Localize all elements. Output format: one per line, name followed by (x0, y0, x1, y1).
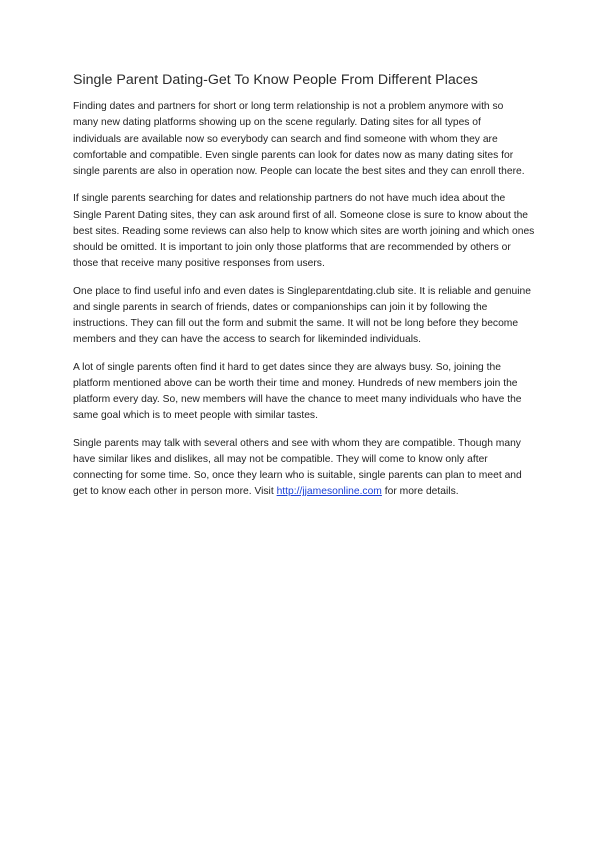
paragraph-5 (73, 436, 533, 501)
text-line: those that receive many positive responses from users. (73, 258, 325, 270)
text-line-with-link (73, 484, 533, 500)
document-body (73, 99, 533, 512)
text-line: have similar likes and dislikes, all may not be compatible. They will come to know only after (73, 453, 488, 465)
text-line: One place to find useful info and even dates is Singleparentdating.club site. It is reliable and genuine (73, 285, 531, 297)
text-line: single parents are also in operation now. People can locate the best sites and they can enroll there. (73, 166, 525, 178)
text-line: same goal which is to meet people with similar tastes. (73, 410, 318, 422)
text-line: members and they can have the access to search for likeminded individuals. (73, 334, 421, 346)
text-fragment: for more details. (381, 486, 459, 498)
text-fragment: get to know each other in person more. Visit (73, 486, 277, 498)
text-line: connecting for some time. So, once they learn who is suitable, single parents can plan to meet and (73, 470, 522, 482)
text-line: best sites. Reading some reviews can also help to know which sites are worth joining and which ones (73, 225, 535, 237)
text-line: many new dating platforms showing up on the scene regularly. Dating sites for all types of (73, 117, 481, 129)
website-link[interactable]: http://jjamesonline.com (276, 486, 382, 498)
text-line: comfortable and compatible. Even single parents can look for dates now as many dating sites for (73, 149, 514, 161)
paragraph-2 (73, 191, 533, 272)
text-line: platform every day. So, new members will have the chance to meet many individuals who have the (73, 394, 522, 406)
text-line: If single parents searching for dates and relationship partners do not have much idea about the (73, 193, 506, 205)
paragraph-1 (73, 99, 533, 180)
document-title: Single Parent Dating-Get To Know People From Different Places (73, 72, 478, 88)
paragraph-3 (73, 284, 533, 349)
text-line: Single parents may talk with several others and see with whom they are compatible. Though many (73, 437, 521, 449)
text-line: individuals are available now so everybody can search and find someone with whom they are (73, 133, 498, 145)
text-line: instructions. They can fill out the form and submit the same. It will not be long before they become (73, 318, 519, 330)
text-line: A lot of single parents often find it hard to get dates since they are always busy. So, joining the (73, 361, 501, 373)
text-line: and single parents in search of friends, dates or companionships can join it by following the (73, 301, 488, 313)
paragraph-4 (73, 360, 533, 425)
text-line: Finding dates and partners for short or long term relationship is not a problem anymore with so (73, 101, 504, 112)
text-line: platform mentioned above can be worth their time and money. Hundreds of new members join the (73, 377, 518, 389)
text-line: Single Parent Dating sites, they can ask around first of all. Someone close is sure to know about the (73, 209, 529, 221)
text-line: should be omitted. It is important to join only those platforms that are recommended by others or (73, 242, 511, 254)
